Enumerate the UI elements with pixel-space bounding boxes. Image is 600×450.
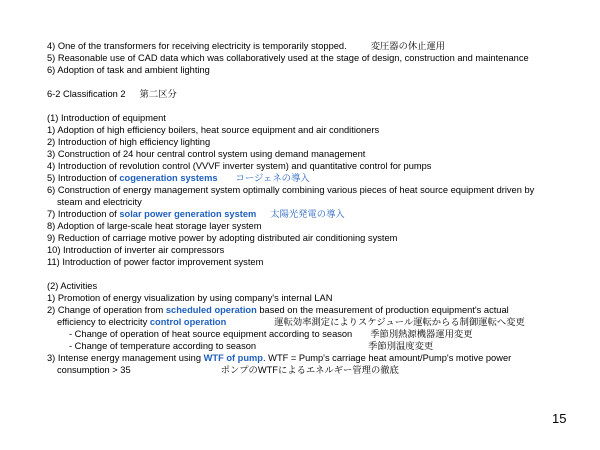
top-item-6: 6) Adoption of task and ambient lighting xyxy=(47,65,210,75)
top-item-4 xyxy=(47,40,445,52)
equipment-item-5-highlight: cogeneration systems xyxy=(119,173,218,183)
page-number: 15 xyxy=(552,411,567,426)
activity-item-2-sub-1-jp: 季節別熱源機器運用変更 xyxy=(370,329,473,339)
equipment-item-10: 10) Introduction of inverter air compressors xyxy=(47,245,225,255)
activity-item-2-cont-jp: 運転効率測定によりスケジュール運転からる制御運転へ変更 xyxy=(274,317,525,327)
top-item-4-jp: 変圧器の休止運用 xyxy=(370,41,446,51)
activity-item-2-cont-highlight: control operation xyxy=(149,317,227,327)
activity-item-2 xyxy=(47,304,509,316)
equipment-item-1: 1) Adoption of high efficiency boilers, heat source equipment and air conditioners xyxy=(47,125,380,135)
equipment-item-7-highlight: solar power generation system xyxy=(119,209,257,219)
classification-jp: 第二区分 xyxy=(139,89,177,99)
activity-item-2-suffix: based on the measurement of production equipment's actual xyxy=(256,305,509,315)
equipment-item-2: 2) Introduction of high efficiency lighting xyxy=(47,137,211,147)
equipment-item-8: 8) Adoption of large-scale heat storage layer system xyxy=(47,221,262,231)
activity-item-3-cont-jp: ポンプのWTFによるエネルギー管理の徹底 xyxy=(220,365,399,375)
activity-item-3-prefix: 3) Intense energy management using xyxy=(47,353,204,363)
activity-item-2-highlight: scheduled operation xyxy=(165,305,257,315)
top-item-5: 5) Reasonable use of CAD data which was collaboratively used at the stage of design, construction and maintenance xyxy=(47,53,529,63)
activity-item-2-sub-2 xyxy=(69,340,433,352)
equipment-item-7-jp: 太陽光発電の導入 xyxy=(270,209,345,219)
classification-en: 6-2 Classification 2 xyxy=(47,89,126,99)
equipment-item-4: 4) Introduction of revolution control (VVVF inverter system) and quantitative control for pumps xyxy=(47,161,432,171)
equipment-item-7-prefix: 7) Introduction of xyxy=(47,209,120,219)
equipment-item-5-jp: コージェネの導入 xyxy=(235,173,310,183)
activities-heading: (2) Activities xyxy=(47,281,98,291)
activity-item-2-cont-prefix: efficiency to electricity xyxy=(57,317,150,327)
activity-item-2-prefix: 2) Change of operation from xyxy=(47,305,166,315)
activity-item-3-cont xyxy=(57,364,399,376)
equipment-item-9: 9) Reduction of carriage motive power by adopting distributed air conditioning system xyxy=(47,233,398,243)
activity-item-2-sub-1-text: - Change of operation of heat source equipment according to season xyxy=(69,329,353,339)
equipment-item-5 xyxy=(47,172,310,184)
activity-item-2-cont xyxy=(57,316,525,328)
top-item-4-text: 4) One of the transformers for receiving electricity is temporarily stopped. xyxy=(47,41,347,51)
activity-item-2-sub-2-jp: 季節別温度変更 xyxy=(368,341,434,351)
equipment-item-6: 6) Construction of energy management system optimally combining various pieces of heat source equipment driven by xyxy=(47,185,535,195)
activity-item-1: 1) Promotion of energy visualization by using company's internal LAN xyxy=(47,293,333,303)
activity-item-2-sub-2-text: - Change of temperature according to season xyxy=(69,341,257,351)
activity-item-3-cont-text: consumption > 35 xyxy=(57,365,131,375)
activity-item-2-sub-1 xyxy=(69,328,473,340)
equipment-item-3: 3) Construction of 24 hour central control system using demand management xyxy=(47,149,366,159)
classification-heading xyxy=(47,88,177,100)
equipment-item-6-cont: steam and electricity xyxy=(57,197,142,207)
equipment-item-11: 11) Introduction of power factor improvement system xyxy=(47,257,264,267)
equipment-heading: (1) Introduction of equipment xyxy=(47,113,166,123)
activity-item-3-suffix: . WTF = Pump's carriage heat amount/Pump's motive power xyxy=(263,353,512,363)
activity-item-3 xyxy=(47,352,511,364)
activity-item-3-highlight: WTF of pump xyxy=(203,353,263,363)
equipment-item-5-prefix: 5) Introduction of xyxy=(47,173,120,183)
equipment-item-7 xyxy=(47,208,345,220)
